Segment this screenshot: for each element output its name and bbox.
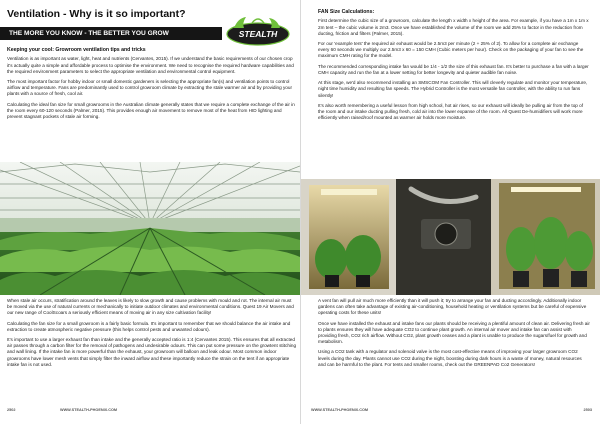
section-heading: Keeping your cool: Growroom ventilation tips and tricks [7,47,146,53]
right-lower-column [318,298,590,372]
grow-tent-photo [301,179,600,295]
paragraph: It's also worth remembering a useful lesson from high school, hot air rises, so our exhaust will ideally be pulling air from the top of the room and our intake ducting pulling fresh, cold air into the lower expanse of the room. All Quest De-humidifiers will work more efficiently when raised/roof mounted as warmer air holds more moisture. [318,102,584,121]
paragraph: When stale air occurs, stratification around the leaves is likely to slow growth and cause problems with mould and rot. The internal air must be moved via the use of natural currents or mechanically to initiate outdoor climates and environmental conditions. Quest 19 Air Movers and our new range of CoolScoars a seriously efficient means of moving air in any size cultivation facility! [7,298,294,316]
paragraph: At this stage, we'd also recommend installing an SMSCOM Fan Controller. This will cleverly regulate and monitor your temperature, night time humidity and resulting fan speeds. The Hybrid Controller is the most versatile fan controller, with the ability to run fans silently! [318,80,588,98]
paragraph: For our 'example tent' the required air exhaust would be 2.5m3 per minute (2 + 25% of 2). To allow for a complete air exchange every 60 seconds we multiply our 2.5m3 x 60 = 150 CMH (Cubic meters per hour). Check on the packaging of your fan to see the maximum CMH rating for the model. [318,41,584,59]
paragraph: Using a CO2 tank with a regulator and solenoid valve is the most cost-effective means of improving your larger growroom CO2 levels during the day. Plants cannot use CO2 during the night, boosting during dark hours is a waste of money, natural resources and can be harmful to the plant. For tents and smaller rooms, check out the GREENPAD Co2 Generators! [318,349,582,367]
paragraph: It's important to use a larger exhaust fan than intake and the generally accepted ratio is 1:4 (Cervantes 2015). This ensures that all extracted air passes through a carbon filter for the removal of pathogens and undesirable odours. This can put some pressure on the growtent stitching and wall lining. If the intake fan is more powerful than the exhaust, your growroom will balloon and leak odour. Most common indoor growrooms have lower mesh vents that simply filter the inward airflow and these importantly reduce the strain on the tent if an appropriate intake fan is not used. [7,337,297,367]
left-lower-column [7,298,297,372]
right-page [300,0,600,424]
paragraph: Calculating the fan size for a small growroom is a fairly basic formula. It's important to remember that we should balance the air intake and extraction to create atmospheric negative pressure (this helps control pests and unwanted odours). [7,320,291,332]
paragraph: Once we have installed the exhaust and intake fans our plants should be receiving a plentiful amount of clean air. Delivering fresh air to plants ensures they will have adequate CO2 to continue plant growth. An internal air mover and intake fan can assist with providing fresh, CO2 rich airflow. Without CO2, plant growth ceases and a plant is unable to produce the sugars/fuel for growth and metabolism. [318,320,590,345]
greenhouse-photo [0,162,300,295]
tagline-banner: THE MORE YOU KNOW - THE BETTER YOU GROW [0,27,222,40]
page-title: Ventilation - Why is it so important? [7,8,186,20]
paragraph: The most important factor for hobby indoor or small domestic gardeners is selecting the appropriate fan(s) and ventilation points to control airflow and temperature. Fans are predominantly used to control growroom climate by extracting the stale warmer air and by providing your plants with a source of fresh, cool air. [7,79,293,97]
paragraph: Calculating the ideal fan size for small growrooms in the Australian climate generally states that we require a complete exchange of the air in the room every 60-120 seconds (Palmer, 2015). This provides enough air movement to remove most of the heat from HID lighting and prevent stagnant pockets of stale air forming. [7,101,295,120]
intro-column [7,47,297,124]
paragraph: A vent fan will pull air much more efficiently than it will push it; try to arrange your fan and ducting accordingly. Additionally indoor gardens can often take advantage of existing air-conditioning, household heating or ventilation systems but be careful of expensive operating costs for these units! [318,298,587,316]
paragraph: First determine the cubic size of a growroom, calculate the length x width x height of the area. For example, if you have a 1m x 1m x 2m tent – the cubic volume is 2m3. Once we have established the volume of the room we add 25% to factor in the reduction from ducting, friction and filters (Palmer, 2015). [318,18,589,36]
right-upper-column [318,9,590,126]
paragraph: Ventilation is as important as water, light, heat and nutrients (Cervantes, 2015). If we understand the basic requirements of our chosen crop it's actually quite a simple and affordable process to optimise the environment. We need to recognise the required hardware capabilities and the required environment parameters to select the appropriate ventilation and environmental control equipment. [7,56,294,74]
page-number: 2503 [583,408,592,412]
page-number: 2502 [7,408,16,412]
section-heading: FAN Size Calculations: [318,9,375,15]
footer-url[interactable]: WWW.STEALTH-PHOENIX.COM [60,408,118,412]
footer-url[interactable]: WWW.STEALTH-PHOENIX.COM [311,408,369,412]
paragraph: The recommended corresponding intake fan would be 1/4 - 1/2 the size of this exhaust fan. It's better to purchase a fan with a larger CMH capacity and run the fan at a lower setting for better longevity and quieter audible fan noise. [318,63,589,75]
svg-text:STEALTH: STEALTH [238,29,278,39]
